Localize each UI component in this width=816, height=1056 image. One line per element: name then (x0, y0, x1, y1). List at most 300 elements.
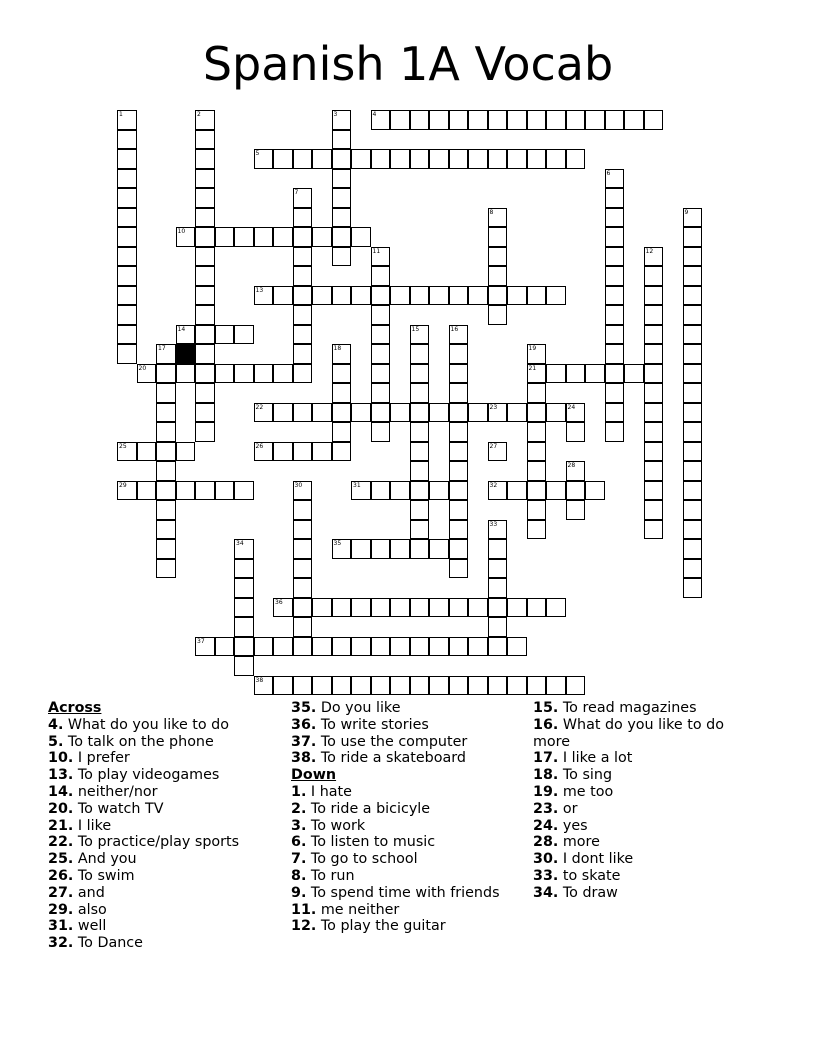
grid-cell[interactable] (117, 110, 137, 130)
grid-cell[interactable] (293, 559, 313, 579)
grid-cell[interactable] (410, 461, 430, 481)
grid-cell[interactable] (527, 676, 547, 696)
grid-cell[interactable] (410, 286, 430, 306)
grid-cell[interactable] (488, 578, 508, 598)
grid-cell[interactable] (449, 676, 469, 696)
grid-cell[interactable] (527, 364, 547, 384)
grid-cell[interactable] (371, 383, 391, 403)
grid-cell[interactable] (683, 559, 703, 579)
grid-cell[interactable] (527, 520, 547, 540)
grid-cell[interactable] (293, 305, 313, 325)
grid-cell[interactable] (605, 227, 625, 247)
grid-cell[interactable] (488, 520, 508, 540)
grid-cell[interactable] (293, 442, 313, 462)
grid-cell[interactable] (312, 227, 332, 247)
grid-cell[interactable] (215, 364, 235, 384)
grid-cell[interactable] (488, 305, 508, 325)
grid-cell[interactable] (254, 442, 274, 462)
grid-cell[interactable] (390, 403, 410, 423)
grid-cell[interactable] (156, 500, 176, 520)
grid-cell[interactable] (683, 481, 703, 501)
grid-cell[interactable] (215, 325, 235, 345)
grid-cell[interactable] (585, 110, 605, 130)
grid-cell[interactable] (234, 656, 254, 676)
grid-cell[interactable] (293, 578, 313, 598)
grid-cell[interactable] (195, 266, 215, 286)
grid-cell[interactable] (449, 325, 469, 345)
grid-cell[interactable] (351, 403, 371, 423)
grid-cell[interactable] (410, 325, 430, 345)
grid-cell[interactable] (195, 422, 215, 442)
grid-cell[interactable] (410, 149, 430, 169)
grid-cell[interactable] (234, 325, 254, 345)
grid-cell[interactable] (527, 598, 547, 618)
grid-cell[interactable] (293, 208, 313, 228)
grid-cell[interactable] (293, 676, 313, 696)
grid-cell[interactable] (410, 481, 430, 501)
grid-cell[interactable] (332, 539, 352, 559)
grid-cell[interactable] (644, 266, 664, 286)
grid-cell[interactable] (293, 286, 313, 306)
grid-cell[interactable] (351, 598, 371, 618)
grid-cell[interactable] (488, 227, 508, 247)
grid-cell[interactable] (117, 442, 137, 462)
grid-cell[interactable] (195, 188, 215, 208)
grid-cell[interactable] (293, 149, 313, 169)
grid-cell[interactable] (332, 247, 352, 267)
grid-cell[interactable] (195, 149, 215, 169)
grid-cell[interactable] (390, 637, 410, 657)
grid-cell[interactable] (254, 364, 274, 384)
grid-cell[interactable] (468, 676, 488, 696)
grid-cell[interactable] (234, 637, 254, 657)
grid-cell[interactable] (371, 149, 391, 169)
grid-cell[interactable] (371, 266, 391, 286)
grid-cell[interactable] (605, 325, 625, 345)
grid-cell[interactable] (332, 422, 352, 442)
grid-cell[interactable] (605, 305, 625, 325)
grid-cell[interactable] (605, 344, 625, 364)
grid-cell[interactable] (195, 637, 215, 657)
grid-cell[interactable] (683, 578, 703, 598)
grid-cell[interactable] (156, 383, 176, 403)
grid-cell[interactable] (195, 286, 215, 306)
grid-cell[interactable] (195, 344, 215, 364)
grid-cell[interactable] (176, 364, 196, 384)
grid-cell[interactable] (546, 676, 566, 696)
grid-cell[interactable] (332, 149, 352, 169)
grid-cell[interactable] (429, 403, 449, 423)
grid-cell[interactable] (468, 403, 488, 423)
grid-cell[interactable] (390, 539, 410, 559)
grid-cell[interactable] (546, 598, 566, 618)
grid-cell[interactable] (585, 364, 605, 384)
grid-cell[interactable] (605, 266, 625, 286)
grid-cell[interactable] (234, 481, 254, 501)
grid-cell[interactable] (468, 637, 488, 657)
grid-cell[interactable] (449, 637, 469, 657)
grid-cell[interactable] (312, 442, 332, 462)
grid-cell[interactable] (293, 364, 313, 384)
grid-cell[interactable] (176, 481, 196, 501)
grid-cell[interactable] (351, 227, 371, 247)
grid-cell[interactable] (215, 637, 235, 657)
grid-cell[interactable] (683, 500, 703, 520)
grid-cell[interactable] (273, 364, 293, 384)
grid-cell[interactable] (507, 481, 527, 501)
grid-cell[interactable] (293, 266, 313, 286)
grid-cell[interactable] (683, 344, 703, 364)
grid-cell[interactable] (683, 305, 703, 325)
grid-cell[interactable] (449, 539, 469, 559)
grid-cell[interactable] (449, 383, 469, 403)
grid-cell[interactable] (488, 110, 508, 130)
grid-cell[interactable] (644, 364, 664, 384)
grid-cell[interactable] (527, 344, 547, 364)
grid-cell[interactable] (624, 364, 644, 384)
grid-cell[interactable] (449, 520, 469, 540)
grid-cell[interactable] (195, 325, 215, 345)
grid-cell[interactable] (234, 227, 254, 247)
grid-cell[interactable] (507, 598, 527, 618)
grid-cell[interactable] (195, 247, 215, 267)
grid-cell[interactable] (644, 325, 664, 345)
grid-cell[interactable] (683, 286, 703, 306)
grid-cell[interactable] (488, 559, 508, 579)
grid-cell[interactable] (410, 422, 430, 442)
grid-cell[interactable] (449, 442, 469, 462)
grid-cell[interactable] (312, 149, 332, 169)
grid-cell[interactable] (566, 110, 586, 130)
grid-cell[interactable] (410, 344, 430, 364)
grid-cell[interactable] (195, 403, 215, 423)
grid-cell[interactable] (488, 286, 508, 306)
grid-cell[interactable] (410, 598, 430, 618)
grid-cell[interactable] (644, 422, 664, 442)
grid-cell[interactable] (351, 286, 371, 306)
grid-cell[interactable] (410, 520, 430, 540)
grid-cell[interactable] (117, 149, 137, 169)
grid-cell[interactable] (254, 286, 274, 306)
grid-cell[interactable] (371, 305, 391, 325)
grid-cell[interactable] (351, 676, 371, 696)
grid-cell[interactable] (117, 305, 137, 325)
grid-cell[interactable] (195, 208, 215, 228)
grid-cell[interactable] (449, 286, 469, 306)
grid-cell[interactable] (449, 461, 469, 481)
grid-cell[interactable] (332, 208, 352, 228)
grid-cell[interactable] (273, 598, 293, 618)
grid-cell[interactable] (332, 403, 352, 423)
grid-cell[interactable] (546, 403, 566, 423)
grid-cell[interactable] (234, 559, 254, 579)
grid-cell[interactable] (546, 286, 566, 306)
grid-cell[interactable] (683, 442, 703, 462)
grid-cell[interactable] (566, 149, 586, 169)
grid-cell[interactable] (332, 442, 352, 462)
grid-cell[interactable] (429, 149, 449, 169)
grid-cell[interactable] (390, 110, 410, 130)
grid-cell[interactable] (410, 110, 430, 130)
grid-cell[interactable] (156, 520, 176, 540)
grid-cell[interactable] (176, 227, 196, 247)
grid-cell[interactable] (644, 461, 664, 481)
grid-cell[interactable] (215, 227, 235, 247)
grid-cell[interactable] (293, 617, 313, 637)
grid-cell[interactable] (332, 676, 352, 696)
grid-cell[interactable] (605, 188, 625, 208)
grid-cell[interactable] (410, 539, 430, 559)
grid-cell[interactable] (683, 422, 703, 442)
grid-cell[interactable] (449, 110, 469, 130)
grid-cell[interactable] (429, 286, 449, 306)
grid-cell[interactable] (293, 500, 313, 520)
grid-cell[interactable] (312, 286, 332, 306)
grid-cell[interactable] (234, 578, 254, 598)
grid-cell[interactable] (254, 637, 274, 657)
grid-cell[interactable] (117, 481, 137, 501)
grid-cell[interactable] (527, 110, 547, 130)
grid-cell[interactable] (332, 130, 352, 150)
grid-cell[interactable] (683, 383, 703, 403)
grid-cell[interactable] (683, 364, 703, 384)
grid-cell[interactable] (410, 676, 430, 696)
grid-cell[interactable] (429, 598, 449, 618)
grid-cell[interactable] (390, 598, 410, 618)
grid-cell[interactable] (468, 110, 488, 130)
grid-cell[interactable] (683, 247, 703, 267)
grid-cell[interactable] (624, 110, 644, 130)
grid-cell[interactable] (644, 520, 664, 540)
grid-cell[interactable] (683, 539, 703, 559)
grid-cell[interactable] (390, 481, 410, 501)
grid-cell[interactable] (683, 266, 703, 286)
grid-cell[interactable] (332, 598, 352, 618)
grid-cell[interactable] (605, 286, 625, 306)
grid-cell[interactable] (371, 403, 391, 423)
grid-cell[interactable] (527, 383, 547, 403)
grid-cell[interactable] (312, 598, 332, 618)
grid-cell[interactable] (546, 481, 566, 501)
grid-cell[interactable] (683, 325, 703, 345)
grid-cell[interactable] (546, 110, 566, 130)
grid-cell[interactable] (566, 461, 586, 481)
grid-cell[interactable] (273, 227, 293, 247)
grid-cell[interactable] (488, 676, 508, 696)
grid-cell[interactable] (117, 325, 137, 345)
grid-cell[interactable] (527, 500, 547, 520)
grid-cell[interactable] (390, 676, 410, 696)
grid-cell[interactable] (254, 403, 274, 423)
grid-cell[interactable] (312, 637, 332, 657)
grid-cell[interactable] (176, 442, 196, 462)
grid-cell[interactable] (371, 422, 391, 442)
grid-cell[interactable] (585, 481, 605, 501)
grid-cell[interactable] (273, 676, 293, 696)
grid-cell[interactable] (488, 266, 508, 286)
grid-cell[interactable] (429, 539, 449, 559)
grid-cell[interactable] (195, 364, 215, 384)
grid-cell[interactable] (332, 110, 352, 130)
grid-cell[interactable] (683, 208, 703, 228)
grid-cell[interactable] (527, 149, 547, 169)
grid-cell[interactable] (605, 169, 625, 189)
grid-cell[interactable] (605, 364, 625, 384)
grid-cell[interactable] (683, 520, 703, 540)
grid-cell[interactable] (371, 247, 391, 267)
grid-cell[interactable] (566, 364, 586, 384)
grid-cell[interactable] (371, 364, 391, 384)
grid-cell[interactable] (468, 149, 488, 169)
grid-cell[interactable] (137, 364, 157, 384)
grid-cell[interactable] (156, 559, 176, 579)
grid-cell[interactable] (195, 227, 215, 247)
grid-cell[interactable] (449, 403, 469, 423)
grid-cell[interactable] (351, 481, 371, 501)
grid-cell[interactable] (156, 364, 176, 384)
grid-cell[interactable] (332, 364, 352, 384)
grid-cell[interactable] (410, 403, 430, 423)
grid-cell[interactable] (254, 227, 274, 247)
grid-cell[interactable] (527, 461, 547, 481)
grid-cell[interactable] (566, 403, 586, 423)
grid-cell[interactable] (332, 188, 352, 208)
grid-cell[interactable] (156, 403, 176, 423)
grid-cell[interactable] (117, 247, 137, 267)
grid-cell[interactable] (195, 383, 215, 403)
grid-cell[interactable] (644, 383, 664, 403)
grid-cell[interactable] (507, 110, 527, 130)
grid-cell[interactable] (254, 676, 274, 696)
grid-cell[interactable] (390, 149, 410, 169)
grid-cell[interactable] (527, 481, 547, 501)
grid-cell[interactable] (449, 598, 469, 618)
grid-cell[interactable] (176, 325, 196, 345)
grid-cell[interactable] (156, 422, 176, 442)
grid-cell[interactable] (683, 227, 703, 247)
grid-cell[interactable] (371, 286, 391, 306)
grid-cell[interactable] (117, 130, 137, 150)
grid-cell[interactable] (195, 481, 215, 501)
grid-cell[interactable] (371, 481, 391, 501)
grid-cell[interactable] (215, 481, 235, 501)
grid-cell[interactable] (410, 383, 430, 403)
grid-cell[interactable] (507, 676, 527, 696)
grid-cell[interactable] (527, 403, 547, 423)
grid-cell[interactable] (527, 442, 547, 462)
grid-cell[interactable] (117, 266, 137, 286)
grid-cell[interactable] (546, 364, 566, 384)
grid-cell[interactable] (371, 344, 391, 364)
grid-cell[interactable] (488, 617, 508, 637)
grid-cell[interactable] (293, 325, 313, 345)
grid-cell[interactable] (488, 539, 508, 559)
grid-cell[interactable] (371, 637, 391, 657)
grid-cell[interactable] (156, 539, 176, 559)
grid-cell[interactable] (546, 149, 566, 169)
grid-cell[interactable] (644, 247, 664, 267)
grid-cell[interactable] (273, 403, 293, 423)
grid-cell[interactable] (293, 520, 313, 540)
grid-cell[interactable] (644, 305, 664, 325)
grid-cell[interactable] (293, 598, 313, 618)
grid-cell[interactable] (156, 442, 176, 462)
grid-cell[interactable] (351, 539, 371, 559)
grid-cell[interactable] (390, 286, 410, 306)
grid-cell[interactable] (156, 461, 176, 481)
grid-cell[interactable] (117, 169, 137, 189)
grid-cell[interactable] (449, 149, 469, 169)
grid-cell[interactable] (605, 383, 625, 403)
grid-cell[interactable] (507, 149, 527, 169)
grid-cell[interactable] (312, 676, 332, 696)
grid-cell[interactable] (117, 344, 137, 364)
grid-cell[interactable] (351, 637, 371, 657)
grid-cell[interactable] (293, 637, 313, 657)
grid-cell[interactable] (468, 286, 488, 306)
grid-cell[interactable] (234, 598, 254, 618)
grid-cell[interactable] (429, 676, 449, 696)
grid-cell[interactable] (371, 325, 391, 345)
grid-cell[interactable] (488, 149, 508, 169)
grid-cell[interactable] (410, 637, 430, 657)
grid-cell[interactable] (273, 286, 293, 306)
grid-cell[interactable] (273, 149, 293, 169)
grid-cell[interactable] (488, 442, 508, 462)
grid-cell[interactable] (195, 305, 215, 325)
grid-cell[interactable] (332, 637, 352, 657)
grid-cell[interactable] (527, 422, 547, 442)
grid-cell[interactable] (156, 344, 176, 364)
grid-cell[interactable] (410, 500, 430, 520)
grid-cell[interactable] (488, 481, 508, 501)
grid-cell[interactable] (566, 500, 586, 520)
grid-cell[interactable] (195, 169, 215, 189)
grid-cell[interactable] (293, 481, 313, 501)
grid-cell[interactable] (605, 422, 625, 442)
grid-cell[interactable] (351, 149, 371, 169)
grid-cell[interactable] (683, 461, 703, 481)
grid-cell[interactable] (644, 344, 664, 364)
grid-cell[interactable] (293, 188, 313, 208)
grid-cell[interactable] (644, 442, 664, 462)
grid-cell[interactable] (410, 364, 430, 384)
grid-cell[interactable] (312, 403, 332, 423)
grid-cell[interactable] (273, 637, 293, 657)
grid-cell[interactable] (449, 344, 469, 364)
grid-cell[interactable] (644, 481, 664, 501)
grid-cell[interactable] (156, 481, 176, 501)
grid-cell[interactable] (137, 442, 157, 462)
grid-cell[interactable] (429, 481, 449, 501)
grid-cell[interactable] (117, 286, 137, 306)
grid-cell[interactable] (644, 403, 664, 423)
grid-cell[interactable] (429, 110, 449, 130)
grid-cell[interactable] (332, 383, 352, 403)
grid-cell[interactable] (371, 110, 391, 130)
grid-cell[interactable] (429, 637, 449, 657)
grid-cell[interactable] (371, 539, 391, 559)
grid-cell[interactable] (117, 227, 137, 247)
grid-cell[interactable] (449, 364, 469, 384)
grid-cell[interactable] (449, 500, 469, 520)
grid-cell[interactable] (293, 247, 313, 267)
grid-cell[interactable] (644, 110, 664, 130)
grid-cell[interactable] (468, 598, 488, 618)
grid-cell[interactable] (332, 344, 352, 364)
grid-cell[interactable] (566, 481, 586, 501)
grid-cell[interactable] (195, 110, 215, 130)
